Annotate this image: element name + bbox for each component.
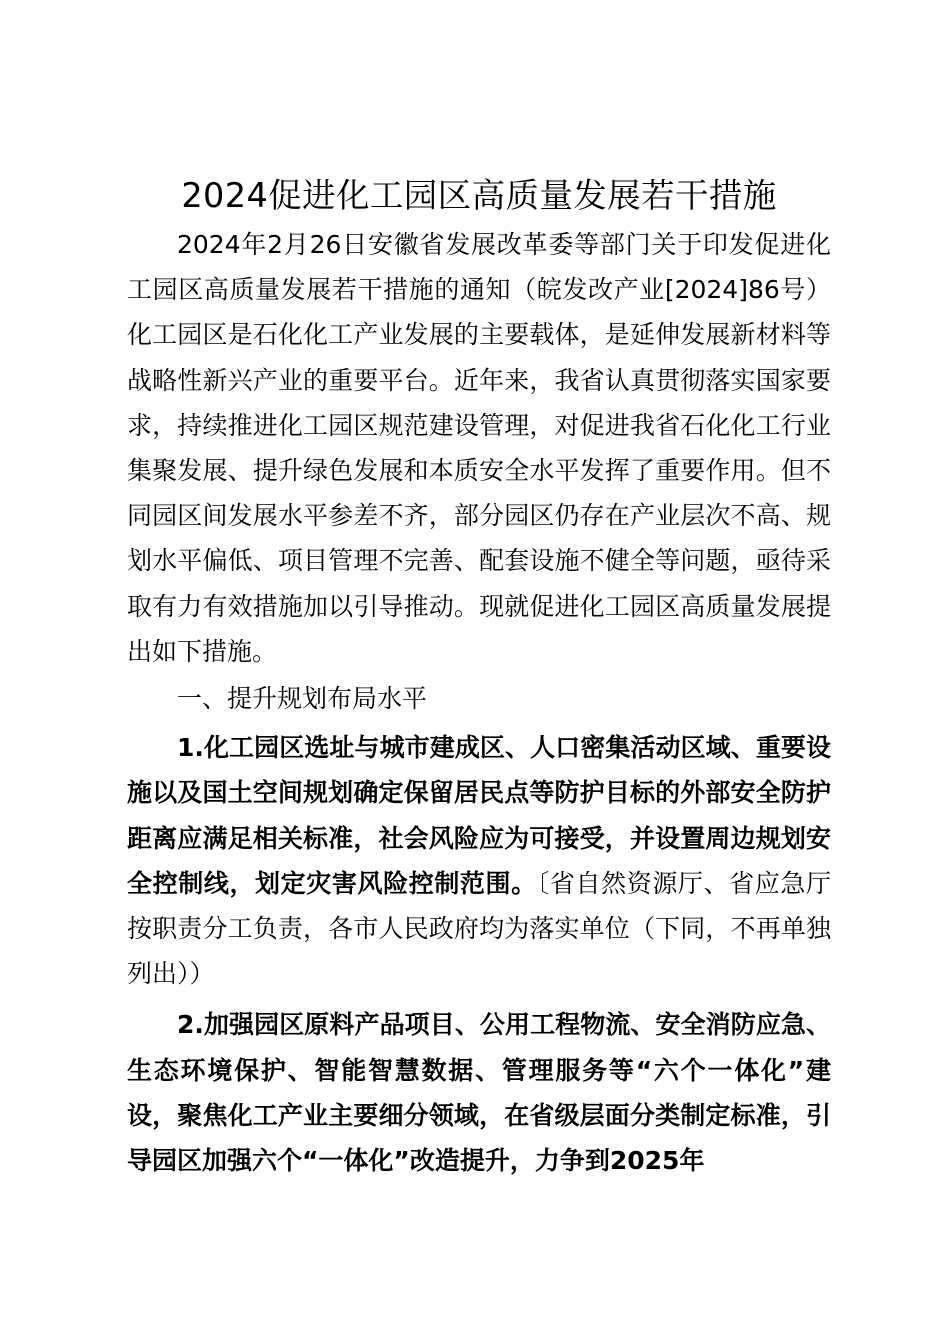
measure-1-bold-text: 1.化工园区选址与城市建成区、人口密集活动区域、重要设施以及国土空间规划确定保留居民点等防护目标的外部安全防护距离应满足相关标准，社会风险应为可接受，并设置周边规划安全控制线，划定灾害风险控制范围。 <box>127 733 831 898</box>
intro-paragraph: 2024年2月26日安徽省发展改革委等部门关于印发促进化工园区高质量发展若干措施的通知（皖发改产业[2024]86号）化工园区是石化化工产业发展的主要载体，是延伸发展新材料等战略性新兴产业的重要平台。近年来，我省认真贯彻落实国家要求，持续推进化工园区规范建设管理，对促进我省石化化工行业集聚发展、提升绿色发展和本质安全水平发挥了重要作用。但不同园区间发展水平参差不齐，部分园区仍存在产业层次不高、规划水平偏低、项目管理不完善、配套设施不健全等问题，亟待采取有力有效措施加以引导推动。现就促进化工园区高质量发展提出如下措施。 <box>127 230 831 666</box>
measure-1-responsible-text: 〔省自然资源厅、省应急厅按职责分工负责，各市人民政府均为落实单位（下同，不再单独列出）） <box>127 868 831 989</box>
document-page <box>127 170 831 1183</box>
measure-2-bold-text: 2.加强园区原料产品项目、公用工程物流、安全消防应急、生态环境保护、智能智慧数据、管理服务等“六个一体化”建设，聚焦化工产业主要细分领域，在省级层面分类制定标准，引导园区加强六个“一体化”改造提升，力争到2025年 <box>127 1010 831 1176</box>
measure-item-2 <box>127 996 831 1183</box>
document-title: 2024促进化工园区高质量发展若干措施 <box>181 176 777 215</box>
measure-item-1 <box>127 723 831 996</box>
section-heading-1: 一、提升规划布局水平 <box>177 684 428 714</box>
